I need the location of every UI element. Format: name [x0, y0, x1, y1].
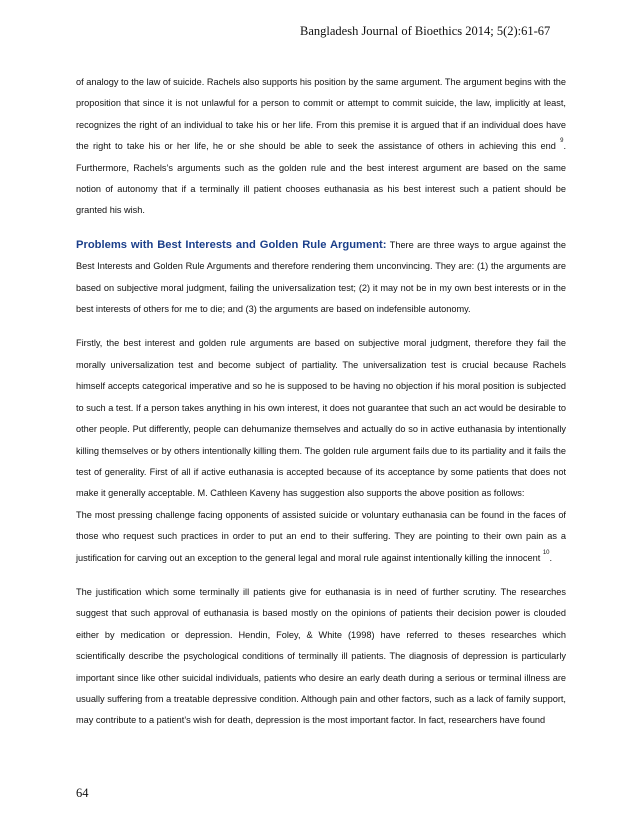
paragraph-text: . Furthermore, Rachels’s arguments such as the golden rule and the best interest argument are based on the same notion of autonomy that if a terminally ill patient chooses euthanasia as his best interest such a patient should be granted his wish.: [76, 141, 566, 216]
paragraph-kaveny-quote: [76, 505, 566, 569]
paragraph-text: .: [549, 552, 553, 563]
paragraph-text: of analogy to the law of suicide. Rachels also supports his position by the same argument. The argument begins with the proposition that since it is not unlawful for a person to commit or attempt to commit suicide, the law, implicitly at least, recognizes the right of an individual to take his or her life. From this premise it is argued that if an individual does have the right to take his or her life, he or she should be able to seek the assistance of others in achieving this end: [76, 77, 566, 152]
paragraph-depression-research: The justification which some terminally ill patients give for euthanasia is in need of further scrutiny. The researches suggest that such approval of euthanasia is based mostly on the opinions of patients their decision power is clouded either by medication or depression. Hendin, Foley, & White (1998) have referred to theses researches which scientifically describe the psychological conditions of terminally ill patients. The diagnosis of depression is particularly important since like other suicidal individuals, patients who desire an early death during a serious or terminal illness are usually suffering from a treatable depressive condition. Although pain and other factors, such as a lack of family support, may contribute to a patient’s wish for death, depression is the most important factor. In fact, researchers have found: [76, 586, 566, 726]
paragraph-problems-section: [76, 235, 566, 321]
citation-10: 10: [542, 549, 550, 556]
article-body: [76, 72, 566, 732]
paragraph-text: There are three ways to argue against the Best Interests and Golden Rule Arguments and therefore rendering them unconvincing. They are: (1) the arguments are based on subjective moral judgment, failing the universalization test; (2) it may not be in my own best interests or in the best interests of others for me to die; and (3) the arguments are based on indefensible autonomy.: [76, 239, 566, 315]
paragraph-text: The most pressing challenge facing opponents of assisted suicide or voluntary euthanasia can be found in the faces of those who request such practices in order to put an end to their suffering. They are pointing to their own pain as a justification for carving out an exception to the general legal and moral rule against intentionally killing the innocent: [76, 509, 566, 563]
running-header: Bangladesh Journal of Bioethics 2014; 5(2):61-67: [300, 24, 551, 38]
paragraph-rachels-suicide-analogy: [76, 72, 566, 222]
citation-9: 9: [560, 138, 564, 145]
paragraph-subjective-judgment: Firstly, the best interest and golden rule arguments are based on subjective moral judgment, therefore they fail the morally universalization test and become subject of partiality. The universalization test is crucial because Rachels himself accepts categorical imperative and so he is supposed to be having no objection if his moral position is subjected to such a test. If a person takes anything in his own interest, it does not guarantee that such an act would be desirable to other people. Put differently, people can dehumanize themselves and actually do so in active euthanasia by intentionally killing themselves or by others intentionally killing them. The golden rule argument fails due to its partiality and it fails the test of generality. First of all if active euthanasia is accepted because of its acceptance by some patients that does not make it generally acceptable. M. Cathleen Kaveny has suggestion also supports the above position as follows:: [76, 338, 566, 499]
section-heading: Problems with Best Interests and Golden Rule Argument:: [76, 238, 387, 251]
page-number: 64: [76, 786, 89, 800]
